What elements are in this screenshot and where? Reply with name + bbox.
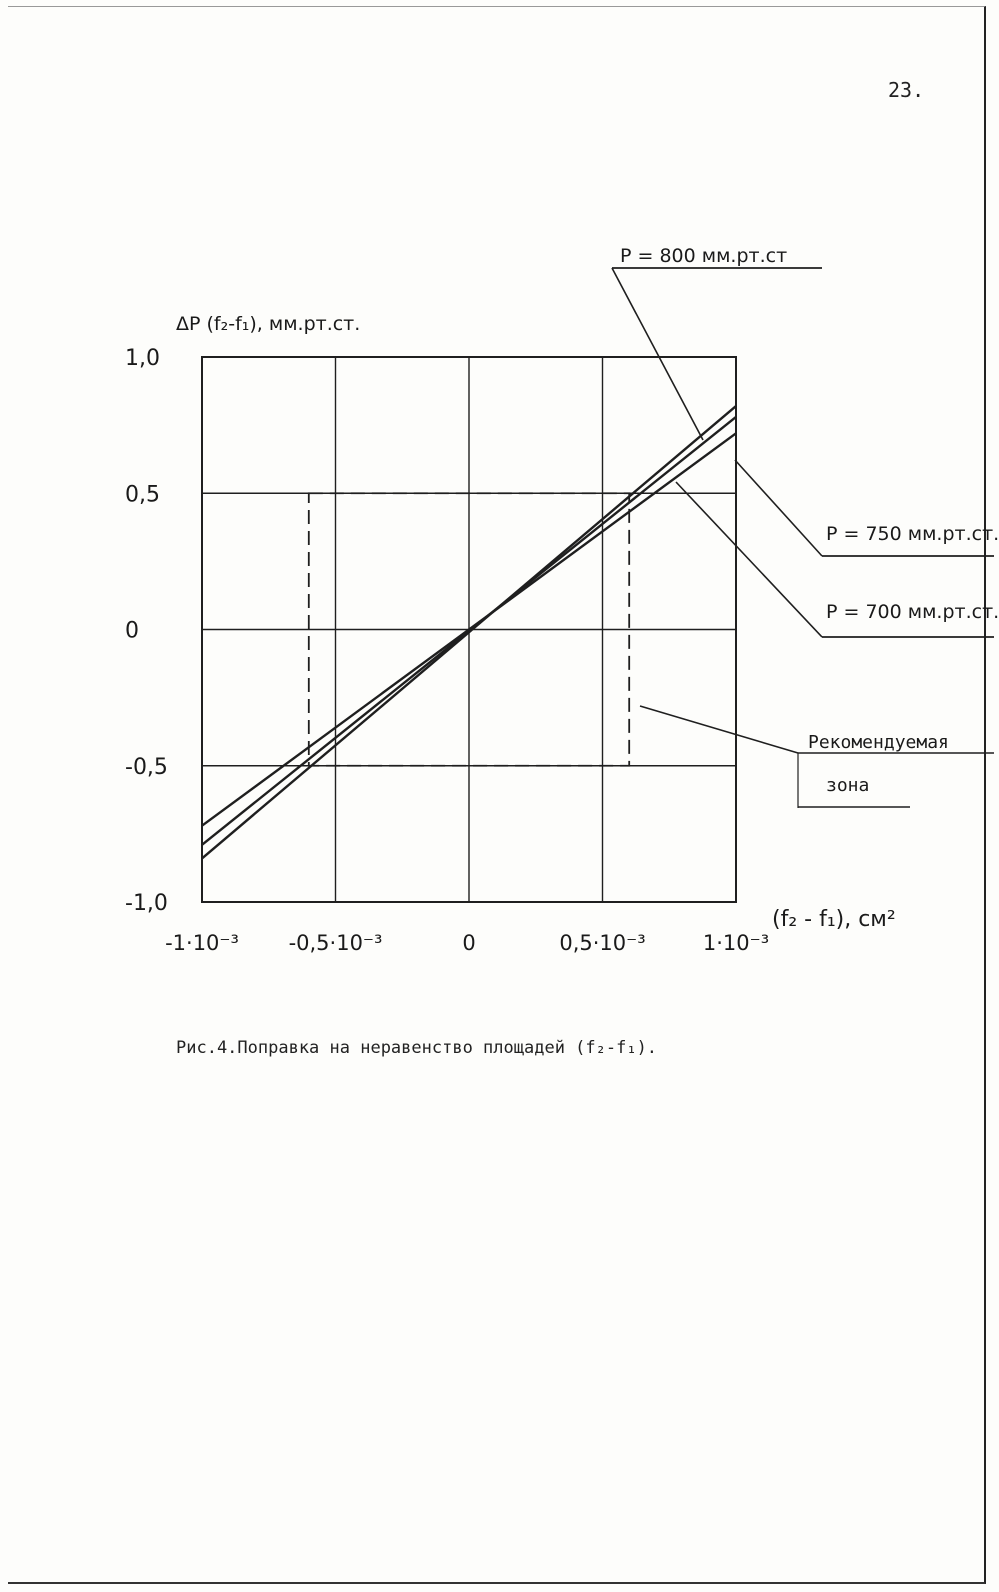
x-tick-label: 1·10⁻³ — [702, 931, 770, 955]
page-number: 23. — [888, 78, 925, 102]
y-axis-label: ΔP (f₂-f₁), мм.рт.ст. — [176, 313, 361, 335]
x-tick-label: 0 — [462, 931, 476, 955]
zone-label-line2: зона — [826, 775, 870, 796]
series-label-3: P = 700 мм.рт.ст. — [826, 601, 999, 623]
series-label-1: P = 800 мм.рт.ст — [620, 245, 788, 267]
figure-caption: Рис.4.Поправка на неравенство площадей (f₂-f₁). — [176, 1038, 658, 1058]
y-tick-label: -1,0 — [125, 891, 168, 916]
x-tick-label: -1·10⁻³ — [165, 931, 239, 955]
x-tick-label: 0,5·10⁻³ — [559, 931, 646, 955]
chart-labels — [176, 245, 999, 932]
x-axis-label: (f₂ - f₁), см² — [772, 907, 896, 932]
series-label-2: P = 750 мм.рт.ст. — [826, 523, 999, 545]
x-tick-label: -0,5·10⁻³ — [288, 931, 383, 955]
y-tick-label: 1,0 — [125, 346, 160, 371]
y-tick-label: 0,5 — [125, 482, 160, 508]
series-leader-line — [735, 460, 822, 556]
series-leader-line — [612, 268, 703, 440]
y-tick-label: -0,5 — [125, 754, 168, 780]
zone-label-line1: Рекомендуемая — [808, 732, 949, 753]
y-tick-label: 0 — [125, 618, 139, 644]
zone-leader-line — [640, 706, 798, 753]
series-leader-line — [676, 482, 822, 637]
